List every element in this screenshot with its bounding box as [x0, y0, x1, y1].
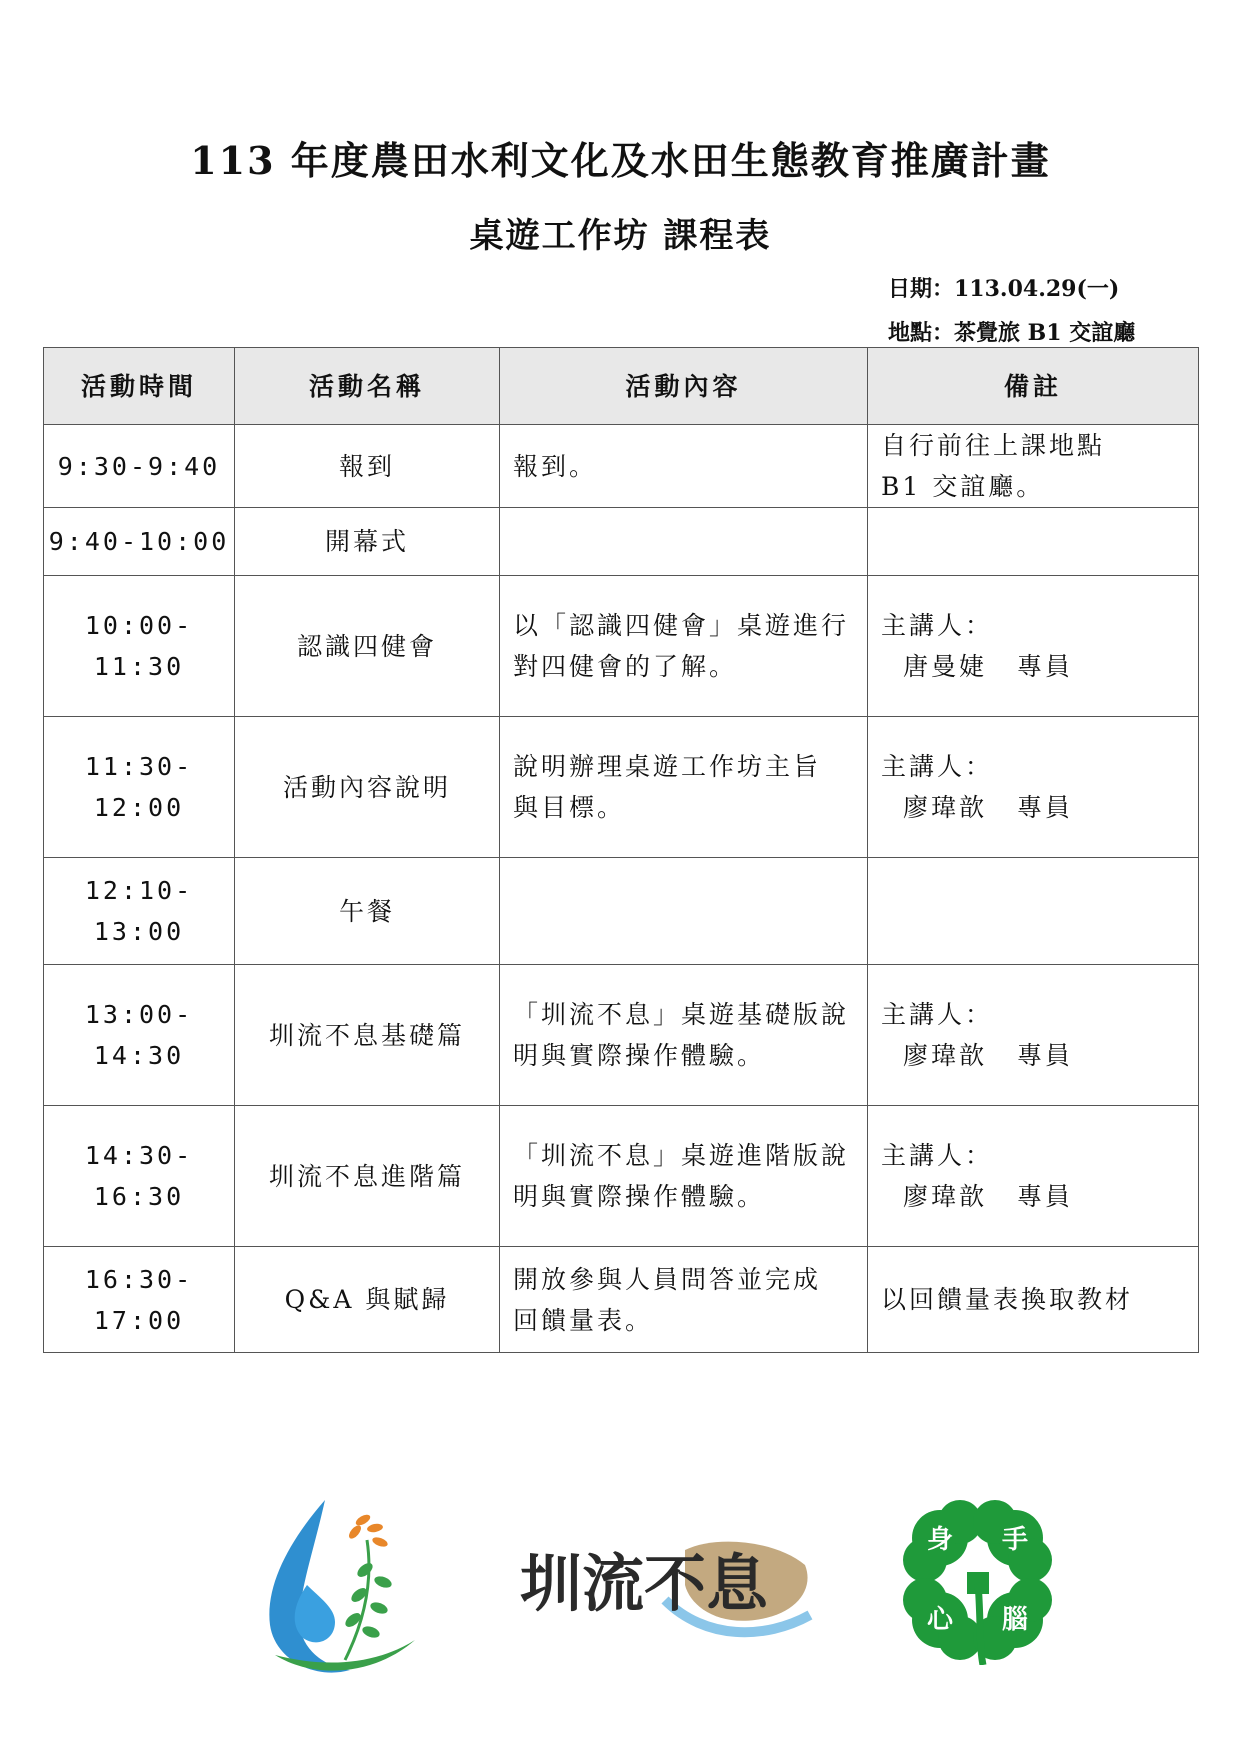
row-activity-name: 開幕式: [235, 508, 500, 576]
speaker-line: [881, 787, 1188, 828]
speaker-title: 專員: [1017, 1182, 1074, 1211]
clover-logo: [895, 1500, 1060, 1665]
note-line: 主講人：: [881, 752, 994, 781]
row-content: [500, 425, 868, 508]
content-line: 「圳流不息」桌遊進階版說: [513, 1141, 850, 1170]
schedule-table: [43, 347, 1199, 1353]
speaker-title: 專員: [1017, 652, 1074, 681]
content-line: 對四健會的了解。: [513, 652, 738, 681]
location-label: 地點：茶覺旅 B1 交誼廳: [888, 320, 1136, 346]
content-line: 「圳流不息」桌遊基礎版說: [513, 1000, 850, 1029]
row-note: [868, 576, 1199, 717]
content-line: 以「認識四健會」桌遊進行: [513, 611, 850, 640]
row-note: [868, 1247, 1199, 1353]
clover-word-hand: 手: [1001, 1525, 1029, 1555]
row-note: [868, 508, 1199, 576]
clover-word-body: 身: [926, 1525, 954, 1555]
row-content: [500, 858, 868, 965]
table-row: [44, 1247, 1199, 1353]
speaker-title: 專員: [1017, 1041, 1074, 1070]
table-row: [44, 717, 1199, 858]
table-row: [44, 858, 1199, 965]
row-time: 14:30-16:30: [44, 1106, 235, 1247]
row-activity-name: Q&A 與賦歸: [235, 1247, 500, 1353]
row-time: 13:00-14:30: [44, 965, 235, 1106]
date-label: 日期：113.04.29(一): [888, 276, 1120, 302]
table-row: [44, 1106, 1199, 1247]
content-line: 明與實際操作體驗。: [513, 1041, 766, 1070]
page-title: 113 年度農田水利文化及水田生態教育推廣計畫: [190, 138, 1051, 183]
row-time: 16:30-17:00: [44, 1247, 235, 1353]
water-drop-logo: [255, 1490, 425, 1680]
note-line: B1 交誼廳。: [881, 472, 1045, 501]
table-row: [44, 508, 1199, 576]
row-content: [500, 1247, 868, 1353]
content-line: 開放參與人員問答並完成: [513, 1264, 822, 1294]
note-line: 主講人：: [881, 1141, 994, 1170]
row-content: [500, 508, 868, 576]
row-time: 11:30-12:00: [44, 717, 235, 858]
game-logo-text: 圳流不息: [520, 1547, 769, 1620]
row-activity-name: 圳流不息進階篇: [235, 1106, 500, 1247]
clover-word-brain: 腦: [1001, 1605, 1029, 1635]
clover-word-heart: 心: [926, 1605, 954, 1635]
speaker-name: 廖瑋歆: [903, 793, 988, 822]
content-line: 說明辦理桌遊工作坊主旨: [513, 752, 822, 781]
note-line: 自行前往上課地點: [881, 431, 1106, 460]
row-time: 9:30-9:40: [44, 425, 235, 508]
header-name: 活動名稱: [235, 348, 500, 425]
row-time: 10:00-11:30: [44, 576, 235, 717]
content-line: 報到。: [513, 451, 598, 481]
speaker-name: 廖瑋歆: [903, 1041, 988, 1070]
row-content: [500, 576, 868, 717]
row-activity-name: 認識四健會: [235, 576, 500, 717]
row-note: [868, 858, 1199, 965]
speaker-line: [881, 1176, 1188, 1217]
content-line: 與目標。: [513, 793, 626, 822]
row-content: [500, 965, 868, 1106]
note-line: 以回饋量表換取教材: [881, 1285, 1134, 1314]
row-activity-name: 午餐: [235, 858, 500, 965]
row-note: [868, 717, 1199, 858]
header-note: 備註: [868, 348, 1199, 425]
content-line: 明與實際操作體驗。: [513, 1182, 766, 1211]
speaker-name: 唐曼婕: [903, 652, 988, 681]
header-time: 活動時間: [44, 348, 235, 425]
content-line: 回饋量表。: [513, 1305, 654, 1335]
header-content: 活動內容: [500, 348, 868, 425]
speaker-title: 專員: [1017, 793, 1074, 822]
row-activity-name: 報到: [235, 425, 500, 508]
speaker-line: [881, 646, 1188, 687]
row-content: [500, 717, 868, 858]
table-row: [44, 965, 1199, 1106]
note-line: 主講人：: [881, 1000, 994, 1029]
row-activity-name: 圳流不息基礎篇: [235, 965, 500, 1106]
row-time: 12:10-13:00: [44, 858, 235, 965]
note-line: 主講人：: [881, 611, 994, 640]
row-note: [868, 425, 1199, 508]
table-header-row: [44, 348, 1199, 425]
table-row: [44, 576, 1199, 717]
speaker-line: [881, 1035, 1188, 1076]
table-row: [44, 425, 1199, 508]
row-note: [868, 1106, 1199, 1247]
speaker-name: 廖瑋歆: [903, 1182, 988, 1211]
page-subtitle: 桌遊工作坊 課程表: [469, 216, 772, 256]
row-content: [500, 1106, 868, 1247]
logo-strip: [0, 1490, 1241, 1690]
game-title-logo: [515, 1530, 815, 1645]
row-time: 9:40-10:00: [44, 508, 235, 576]
row-activity-name: 活動內容說明: [235, 717, 500, 858]
row-note: [868, 965, 1199, 1106]
